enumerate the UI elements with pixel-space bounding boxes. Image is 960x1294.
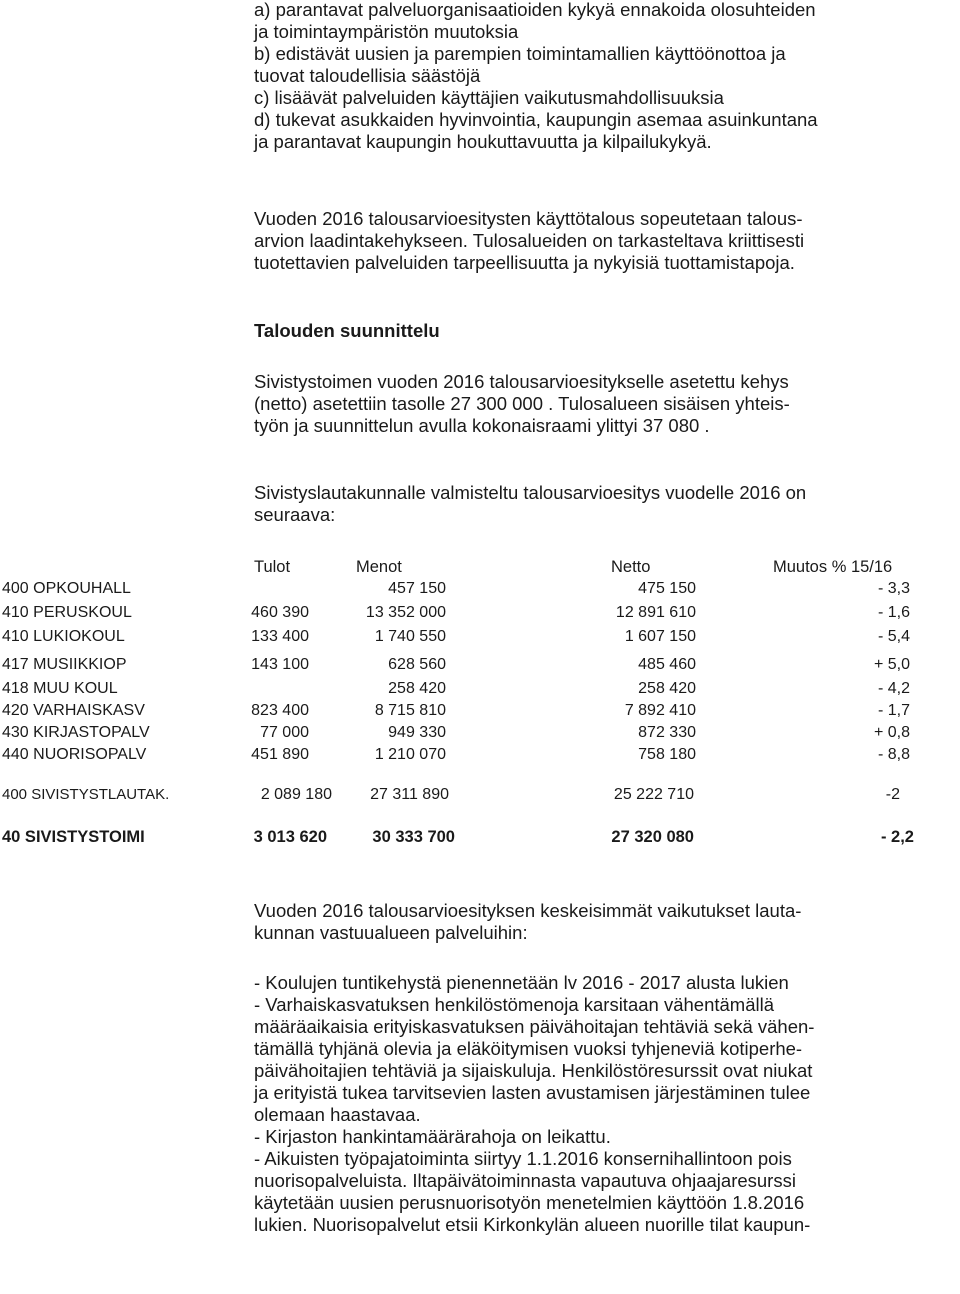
cell-menot: 457 150	[388, 580, 446, 597]
cell-muutos: - 5,4	[877, 628, 910, 645]
cell-netto: 1 607 150	[624, 628, 696, 645]
cell-name: 40 SIVISTYSTOIMI	[2, 828, 145, 846]
text-line: nuorisopalveluista. Iltapäivätoiminnasta vapautuva ohjaajaresurssi	[254, 1170, 796, 1191]
paragraph-budget-adjustment	[254, 208, 954, 274]
cell-tulot: 143 100	[251, 656, 309, 673]
text-line: Vuoden 2016 talousarvioesitysten käyttötalous sopeutetaan talous-	[254, 208, 803, 229]
text-line: - Kirjaston hankintamäärärahoja on leikattu.	[254, 1126, 611, 1147]
cell-netto: 12 891 610	[615, 604, 696, 621]
cell-tulot: 3 013 620	[253, 828, 327, 846]
text-line: seuraava:	[254, 504, 336, 525]
cell-menot: 949 330	[388, 724, 446, 741]
text-line: tuotettavien palveluiden tarpeellisuutta ja nykyisiä tuottamistapoja.	[254, 252, 795, 273]
list-line: a) parantavat palveluorganisaatioiden kykyä ennakoida olosuhteiden	[254, 0, 816, 20]
cell-muutos: + 5,0	[873, 656, 910, 673]
cell-name: 418 MUU KOUL	[2, 680, 118, 697]
table-header-row	[0, 558, 960, 580]
cell-tulot: 133 400	[251, 628, 309, 645]
paragraph-frame	[254, 371, 954, 437]
list-line: c) lisäävät palveluiden käyttäjien vaikutusmahdollisuuksia	[254, 87, 724, 108]
cell-muutos: - 4,2	[877, 680, 910, 697]
table-row	[0, 656, 960, 678]
cell-tulot: 451 890	[251, 746, 309, 763]
table-row	[0, 680, 960, 702]
cell-name: 440 NUORISOPALV	[2, 746, 147, 763]
cell-muutos: -2	[885, 786, 900, 803]
table-row	[0, 628, 960, 650]
text-line: - Koulujen tuntikehystä pienennetään lv 2016 - 2017 alusta lukien	[254, 972, 789, 993]
cell-name: 420 VARHAISKASV	[2, 702, 145, 719]
table-row	[0, 746, 960, 768]
table-subtotal-row	[0, 786, 960, 808]
table-row	[0, 724, 960, 746]
heading-text: Talouden suunnittelu	[254, 320, 440, 341]
text-line: päivähoitajien tehtäviä ja sijaiskuluja. Henkilöstöresurssit ovat niukat	[254, 1060, 813, 1081]
text-line: - Varhaiskasvatuksen henkilöstömenoja karsitaan vähentämällä	[254, 994, 774, 1015]
list-line: tuovat taloudellisia säästöjä	[254, 65, 481, 86]
cell-netto: 872 330	[638, 724, 696, 741]
list-line: b) edistävät uusien ja parempien toimintamallien käyttöönottoa ja	[254, 43, 786, 64]
text-line: lukien. Nuorisopalvelut etsii Kirkonkylän alueen nuorille tilat kaupun-	[254, 1214, 811, 1235]
cell-netto: 475 150	[638, 580, 696, 597]
cell-tulot: 77 000	[260, 724, 309, 741]
cell-netto: 27 320 080	[611, 828, 694, 846]
cell-muutos: - 8,8	[877, 746, 910, 763]
text-line: määräaikaisia erityiskasvatuksen päivähoitajan tehtäviä sekä vähen-	[254, 1016, 815, 1037]
cell-netto: 25 222 710	[613, 786, 694, 803]
table-total-row	[0, 828, 960, 850]
paragraph-effects-list	[254, 972, 954, 1236]
cell-muutos: - 1,7	[877, 702, 910, 719]
cell-name: 410 LUKIOKOUL	[2, 628, 125, 645]
cell-netto: 485 460	[638, 656, 696, 673]
paragraph-effects-intro	[254, 900, 954, 944]
cell-tulot: 823 400	[251, 702, 309, 719]
cell-menot: 258 420	[388, 680, 446, 697]
text-line: (netto) asetettiin tasolle 27 300 000 . Tulosalueen sisäisen yhteis-	[254, 393, 790, 414]
header-muutos: Muutos % 15/16	[773, 558, 893, 576]
text-line: Sivistystoimen vuoden 2016 talousarvioesitykselle asetettu kehys	[254, 371, 789, 392]
list-line: ja toimintaympäristön muutoksia	[254, 21, 519, 42]
header-tulot: Tulot	[254, 558, 291, 576]
cell-name: 410 PERUSKOUL	[2, 604, 132, 621]
text-line: ja erityistä tukea tarvitsevien lasten avustamisen järjestäminen tulee	[254, 1082, 811, 1103]
cell-name: 430 KIRJASTOPALV	[2, 724, 150, 741]
cell-menot: 30 333 700	[372, 828, 455, 846]
header-netto: Netto	[611, 558, 651, 576]
list-line: d) tukevat asukkaiden hyvinvointia, kaupungin asemaa asuinkuntana	[254, 109, 818, 130]
text-line: - Aikuisten työpajatoiminta siirtyy 1.1.2016 konsernihallintoon pois	[254, 1148, 792, 1169]
text-line: työn ja suunnittelun avulla kokonaisraami ylittyi 37 080 .	[254, 415, 710, 436]
table-row	[0, 702, 960, 724]
cell-muutos: - 1,6	[877, 604, 910, 621]
header-menot: Menot	[356, 558, 402, 576]
cell-muutos: - 2,2	[880, 828, 914, 846]
cell-muutos: + 0,8	[873, 724, 910, 741]
cell-name: 400 SIVISTYSTLAUTAK.	[2, 786, 170, 803]
cell-menot: 1 210 070	[374, 746, 446, 763]
cell-menot: 27 311 890	[370, 786, 449, 803]
cell-menot: 628 560	[388, 656, 446, 673]
cell-netto: 758 180	[638, 746, 696, 763]
table-row	[0, 580, 960, 602]
table-row	[0, 604, 960, 626]
text-line: käytetään uusien perusnuorisotyön menetelmien käyttöön 1.8.2016	[254, 1192, 805, 1213]
cell-netto: 258 420	[638, 680, 696, 697]
text-line: kunnan vastuualueen palveluihin:	[254, 922, 528, 943]
text-line: Sivistyslautakunnalle valmisteltu talousarvioesitys vuodelle 2016 on	[254, 482, 807, 503]
cell-menot: 13 352 000	[365, 604, 446, 621]
text-line: Vuoden 2016 talousarvioesityksen keskeisimmät vaikutukset lauta-	[254, 900, 802, 921]
cell-name: 400 OPKOUHALL	[2, 580, 131, 597]
cell-tulot: 460 390	[251, 604, 309, 621]
cell-netto: 7 892 410	[624, 702, 696, 719]
cell-menot: 1 740 550	[374, 628, 446, 645]
paragraph-proposal	[254, 482, 954, 526]
text-line: tämällä tyhjänä olevia ja eläköitymisen vuoksi tyhjeneviä kotiperhe-	[254, 1038, 803, 1059]
cell-muutos: - 3,3	[877, 580, 910, 597]
section-heading	[254, 320, 954, 342]
text-line: olemaan haastavaa.	[254, 1104, 421, 1125]
cell-name: 417 MUSIIKKIOP	[2, 656, 127, 673]
cell-tulot: 2 089 180	[260, 786, 332, 803]
intro-list	[254, 0, 954, 153]
text-line: arvion laadintakehykseen. Tulosalueiden on tarkasteltava kriittisesti	[254, 230, 805, 251]
cell-menot: 8 715 810	[374, 702, 446, 719]
list-line: ja parantavat kaupungin houkuttavuutta ja kilpailukykyä.	[254, 131, 712, 152]
